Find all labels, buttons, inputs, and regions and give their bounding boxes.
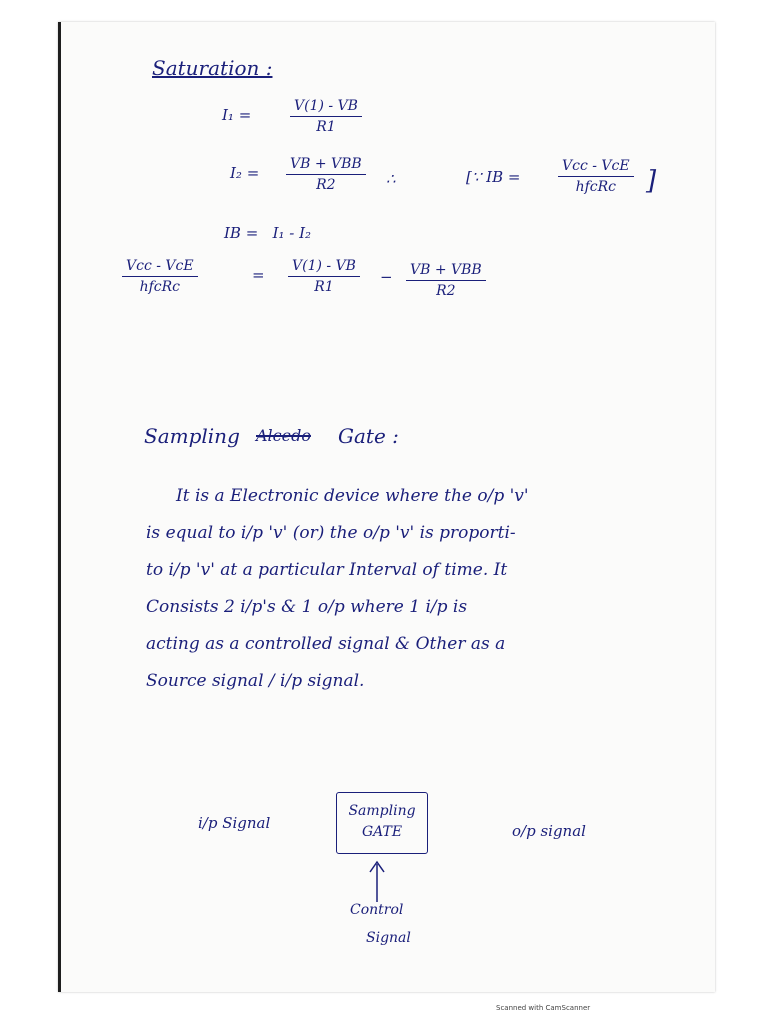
ib-note-numerator: Vcc - VcE [558,158,634,177]
final-minus: − [380,268,393,286]
ib-note-fraction [558,158,634,195]
paragraph-line: Consists 2 i/p's & 1 o/p where 1 i/p is [146,597,468,617]
final-equals: = [252,266,265,284]
i2-fraction [286,156,366,193]
diagram-output-label: o/p signal [512,822,586,840]
sampling-heading-left: Sampling [144,424,240,448]
i1-fraction [290,98,362,135]
paragraph-line: acting as a controlled signal & Other as a [146,634,506,654]
sampling-gate-box [336,792,428,854]
sampling-heading-struck: Alcedo [256,426,311,445]
i1-denominator: R1 [316,119,336,135]
i1-lhs: I₁ = [222,106,252,124]
paragraph-line: to i/p 'v' at a particular Interval of time. It [146,560,508,580]
box-line-2: GATE [361,824,403,840]
ib-note-close: ] [646,166,657,196]
sampling-paragraph [146,478,736,700]
ib-equation: IB = I₁ - I₂ [224,224,312,242]
i2-numerator: VB + VBB [286,156,366,175]
final-lhs-numerator: Vcc - VcE [122,258,198,277]
control-arrow [362,858,392,908]
ib-note-open: [∵ IB = [466,168,521,186]
final-term1-numerator: V(1) - VB [288,258,360,277]
final-term2-denominator: R2 [436,283,456,299]
diagram-input-label: i/p Signal [198,814,271,832]
ib-note-denominator: hfcRc [575,179,616,195]
i1-numerator: V(1) - VB [290,98,362,117]
final-lhs-denominator: hfcRc [139,279,180,295]
control-label-2: Signal [366,930,411,946]
therefore-symbol: ∴ [386,170,396,188]
final-term2-fraction [406,262,486,299]
scanner-watermark: Scanned with CamScanner [496,1004,591,1012]
paragraph-line: is equal to i/p 'v' (or) the o/p 'v' is proporti- [146,523,516,543]
paragraph-line: It is a Electronic device where the o/p 'v' [176,486,529,506]
paragraph-line: Source signal / i/p signal. [146,671,365,691]
final-term2-numerator: VB + VBB [406,262,486,281]
sampling-heading-right: Gate : [338,424,399,448]
final-term1-fraction [288,258,360,295]
i2-denominator: R2 [316,177,336,193]
control-label-1: Control [350,902,404,918]
saturation-heading: Saturation : [152,56,273,80]
final-term1-denominator: R1 [314,279,334,295]
final-lhs-fraction [122,258,198,295]
box-line-1: Sampling [348,803,416,819]
i2-lhs: I₂ = [230,164,260,182]
